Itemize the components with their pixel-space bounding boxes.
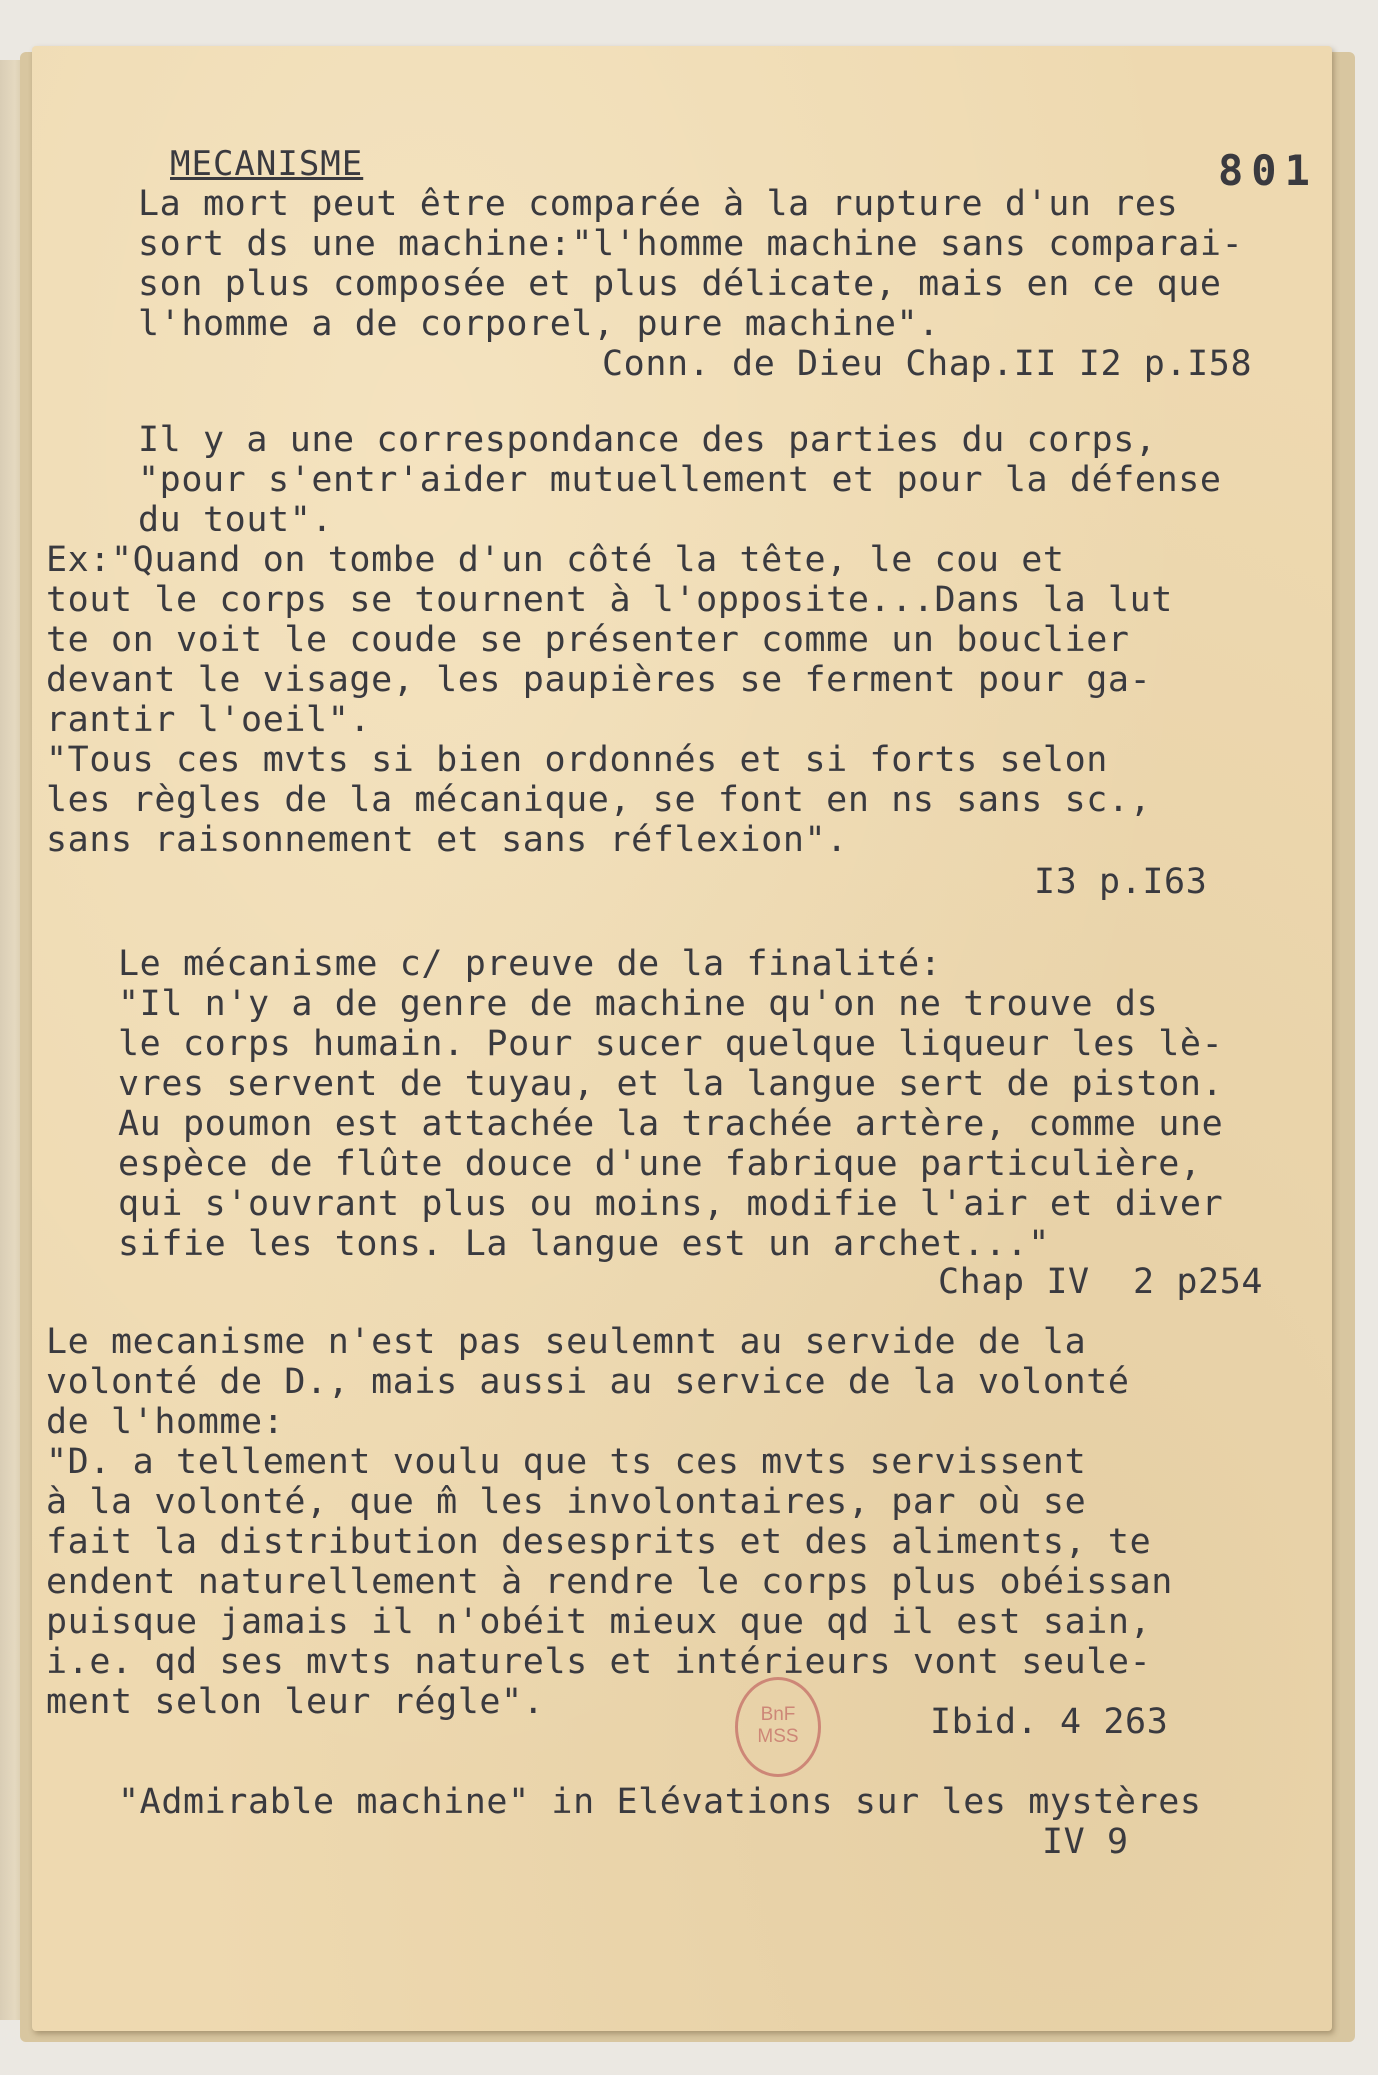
paragraph-death-machine: La mort peut être comparée à la rupture d'un res sort ds une machine:"l'homme machine sans comparai- son plus composée et plus délicate, mais en ce que l'homme a de corporel, pure machine". xyxy=(138,184,1244,344)
stamp-line-2: MSS xyxy=(757,1726,799,1747)
page-number: 801 xyxy=(1218,146,1318,195)
reference-ibid: Ibid. 4 263 xyxy=(930,1702,1169,1742)
paragraph-admirable: "Admirable machine" in Elévations sur les mystères xyxy=(118,1782,1202,1822)
page-heading: MECANISME xyxy=(170,144,364,184)
document-page xyxy=(32,46,1332,2031)
paragraph-finalite: Le mécanisme c/ preuve de la finalité: "Il n'y a de genre de machine qu'on ne trouve ds le corps humain. Pour sucer quelque liqueur les lè- vres servent de tuyau, et la langue sert de piston. Au poumon est attachée la trachée artère, comme une espèce de flûte douce d'une fabrique particulière, qui s'ouvrant plus ou moins, modifie l'air et diver sifie les tons. La langue est un archet..." xyxy=(118,944,1224,1264)
reference-iv-9: IV 9 xyxy=(1042,1822,1129,1862)
paragraph-mvts: "Tous ces mvts si bien ordonnés et si forts selon les règles de la mécanique, se font en ns sans sc., sans raisonnement et sans réflexion". xyxy=(46,740,1152,860)
stamp-line-1: BnF xyxy=(760,1704,796,1725)
paragraph-example: Ex:"Quand on tombe d'un côté la tête, le cou et tout le corps se tournent à l'opposite...Dans la lut te on voit le coude se présenter comme un bouclier devant le visage, les paupières se ferment pour ga- rantir l'oeil". xyxy=(46,540,1173,740)
library-stamp xyxy=(735,1677,821,1777)
reference-conn-dieu: Conn. de Dieu Chap.II I2 p.I58 xyxy=(602,344,1253,384)
reference-i3: I3 p.I63 xyxy=(1034,862,1208,902)
paragraph-volonte: Le mecanisme n'est pas seulemnt au servide de la volonté de D., mais aussi au service de la volonté de l'homme: "D. a tellement voulu que ts ces mvts servissent à la volonté, que m̂ les involontaires, par où se fait la distribution desesprits et des aliments, te endent naturellement à rendre le corps plus obéissan puisque jamais il n'obéit mieux que qd il est sain, i.e. qd ses mvts naturels et intérieurs vont seule- ment selon leur régle". xyxy=(46,1322,1173,1722)
paragraph-correspondance: Il y a une correspondance des parties du corps, "pour s'entr'aider mutuellement et pour la défense du tout". xyxy=(138,420,1222,540)
reference-chap-iv: Chap IV 2 p254 xyxy=(938,1262,1264,1302)
